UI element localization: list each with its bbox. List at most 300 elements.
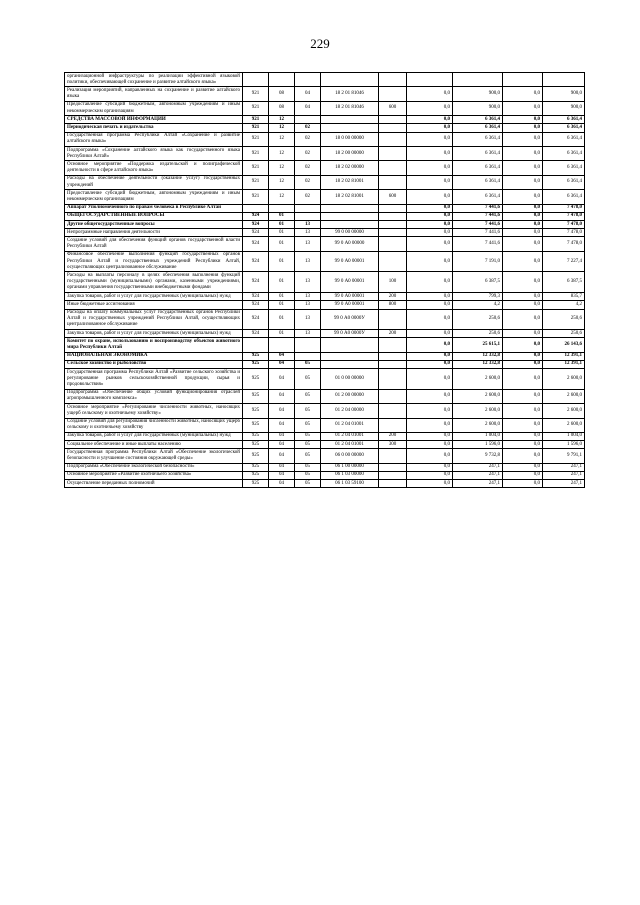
section-code-cell: 04 xyxy=(269,463,295,471)
row-name-cell: Подпрограмма «Сохранение алтайского языка как государственного языка Республики Алтай» xyxy=(65,147,243,161)
amount-2-cell: 2 600,0 xyxy=(453,418,503,432)
amount-1-cell: 0,0 xyxy=(407,272,453,293)
admin-code-cell: 925 xyxy=(243,480,269,488)
row-name-cell: НАЦИОНАЛЬНАЯ ЭКОНОМИКА xyxy=(65,352,243,360)
amount-4-cell: 7 478,0 xyxy=(543,212,585,220)
admin-code-cell: 921 xyxy=(243,87,269,101)
expense-type-cell xyxy=(379,480,407,488)
row-name-cell: Иные бюджетные ассигнования xyxy=(65,301,243,309)
amount-1-cell: 0,0 xyxy=(407,330,453,338)
expense-type-cell: 600 xyxy=(379,190,407,204)
section-code-cell: 08 xyxy=(269,101,295,115)
subsection-code-cell: 05 xyxy=(295,432,321,440)
amount-2-cell xyxy=(453,73,503,87)
amount-1-cell: 0,0 xyxy=(407,124,453,132)
table-row xyxy=(65,471,585,479)
target-article-cell xyxy=(321,73,379,87)
row-name-cell: Другие общегосударственные вопросы xyxy=(65,221,243,229)
expense-type-cell xyxy=(379,161,407,175)
expense-type-cell xyxy=(379,449,407,463)
amount-1-cell: 0,0 xyxy=(407,204,453,212)
section-code-cell: 04 xyxy=(269,432,295,440)
amount-3-cell: 0,0 xyxy=(503,352,543,360)
amount-1-cell: 0,0 xyxy=(407,116,453,124)
section-code-cell: 04 xyxy=(269,404,295,418)
subsection-code-cell xyxy=(295,204,321,212)
amount-4-cell: 6 361,4 xyxy=(543,132,585,146)
section-code-cell: 08 xyxy=(269,87,295,101)
table-row xyxy=(65,338,585,352)
amount-1-cell: 0,0 xyxy=(407,251,453,272)
target-article-cell: 18 2 02 81001 xyxy=(321,190,379,204)
admin-code-cell: 924 xyxy=(243,237,269,251)
section-code-cell: 01 xyxy=(269,221,295,229)
section-code-cell: 12 xyxy=(269,132,295,146)
target-article-cell: 01 0 00 00000 xyxy=(321,369,379,390)
subsection-code-cell: 13 xyxy=(295,251,321,272)
page-number: 229 xyxy=(310,36,330,51)
table-row xyxy=(65,132,585,146)
expense-type-cell xyxy=(379,352,407,360)
table-row xyxy=(65,272,585,293)
amount-4-cell: 6 361,4 xyxy=(543,147,585,161)
section-code-cell: 12 xyxy=(269,190,295,204)
target-article-cell: 18 2 00 00000 xyxy=(321,147,379,161)
table-row xyxy=(65,204,585,212)
expense-type-cell xyxy=(379,418,407,432)
amount-1-cell: 0,0 xyxy=(407,404,453,418)
row-name-cell: Основное мероприятие «Развитие охотничьего хозяйства» xyxy=(65,471,243,479)
target-article-cell xyxy=(321,116,379,124)
table-row xyxy=(65,309,585,330)
amount-2-cell: 9 732,8 xyxy=(453,449,503,463)
amount-1-cell: 0,0 xyxy=(407,471,453,479)
amount-1-cell: 0,0 xyxy=(407,338,453,352)
amount-4-cell: 7 227,4 xyxy=(543,251,585,272)
amount-2-cell: 2 600,0 xyxy=(453,404,503,418)
table-row xyxy=(65,221,585,229)
table-row xyxy=(65,87,585,101)
admin-code-cell: 921 xyxy=(243,175,269,189)
amount-3-cell: 0,0 xyxy=(503,161,543,175)
admin-code-cell: 924 xyxy=(243,309,269,330)
amount-4-cell: 1 004,0 xyxy=(543,432,585,440)
amount-2-cell: 1 004,0 xyxy=(453,432,503,440)
amount-3-cell: 0,0 xyxy=(503,309,543,330)
amount-3-cell: 0,0 xyxy=(503,338,543,352)
amount-2-cell: 7 441,6 xyxy=(453,221,503,229)
expense-type-cell xyxy=(379,463,407,471)
row-name-cell: Расходы на обеспечение деятельности (оказание услуг) государственных учреждений xyxy=(65,175,243,189)
section-code-cell: 04 xyxy=(269,352,295,360)
admin-code-cell: 924 xyxy=(243,301,269,309)
amount-4-cell: 900,0 xyxy=(543,87,585,101)
amount-4-cell: 6 387,5 xyxy=(543,272,585,293)
amount-1-cell: 0,0 xyxy=(407,360,453,368)
subsection-code-cell: 02 xyxy=(295,161,321,175)
admin-code-cell: 925 xyxy=(243,360,269,368)
row-name-cell: СРЕДСТВА МАССОВОЙ ИНФОРМАЦИИ xyxy=(65,116,243,124)
admin-code-cell: 925 xyxy=(243,404,269,418)
table-row xyxy=(65,432,585,440)
admin-code-cell xyxy=(243,204,269,212)
amount-1-cell: 0,0 xyxy=(407,132,453,146)
target-article-cell: 06 1 03 00000 xyxy=(321,471,379,479)
target-article-cell xyxy=(321,360,379,368)
amount-4-cell xyxy=(543,73,585,87)
amount-4-cell: 2 600,0 xyxy=(543,418,585,432)
table-row xyxy=(65,212,585,220)
expense-type-cell xyxy=(379,338,407,352)
amount-3-cell: 0,0 xyxy=(503,293,543,301)
table-row xyxy=(65,463,585,471)
expense-type-cell xyxy=(379,360,407,368)
budget-table xyxy=(64,72,585,488)
amount-3-cell: 0,0 xyxy=(503,463,543,471)
expense-type-cell xyxy=(379,73,407,87)
expense-type-cell: 800 xyxy=(379,301,407,309)
expense-type-cell xyxy=(379,87,407,101)
row-name-cell: Аппарат Уполномоченного по правам человека в Республике Алтай xyxy=(65,204,243,212)
admin-code-cell: 924 xyxy=(243,330,269,338)
target-article-cell: 01 2 04 01001 xyxy=(321,418,379,432)
subsection-code-cell: 05 xyxy=(295,449,321,463)
admin-code-cell xyxy=(243,73,269,87)
section-code-cell: 04 xyxy=(269,389,295,403)
row-name-cell: Комитет по охране, использованию и воспроизводству объектов животного мира Республики Алтай xyxy=(65,338,243,352)
amount-4-cell: 7 478,0 xyxy=(543,229,585,237)
amount-3-cell: 0,0 xyxy=(503,272,543,293)
amount-4-cell: 900,0 xyxy=(543,101,585,115)
row-name-cell: Создание условий для регулирования численности животных, наносящих ущерб сельскому и охотничьему хозяйству xyxy=(65,418,243,432)
amount-4-cell: 247,1 xyxy=(543,463,585,471)
amount-2-cell: 7 441,6 xyxy=(453,229,503,237)
amount-1-cell: 0,0 xyxy=(407,293,453,301)
section-code-cell: 12 xyxy=(269,124,295,132)
amount-2-cell: 12 332,8 xyxy=(453,352,503,360)
amount-3-cell: 0,0 xyxy=(503,301,543,309)
admin-code-cell: 921 xyxy=(243,132,269,146)
admin-code-cell: 924 xyxy=(243,272,269,293)
section-code-cell: 01 xyxy=(269,229,295,237)
expense-type-cell xyxy=(379,204,407,212)
amount-2-cell: 1 596,0 xyxy=(453,441,503,449)
amount-3-cell: 0,0 xyxy=(503,369,543,390)
amount-3-cell: 0,0 xyxy=(503,132,543,146)
expense-type-cell xyxy=(379,389,407,403)
amount-4-cell: 2 600,0 xyxy=(543,369,585,390)
subsection-code-cell: 13 xyxy=(295,237,321,251)
amount-1-cell: 0,0 xyxy=(407,147,453,161)
section-code-cell: 01 xyxy=(269,272,295,293)
target-article-cell xyxy=(321,221,379,229)
amount-4-cell: 4,2 xyxy=(543,301,585,309)
amount-1-cell: 0,0 xyxy=(407,352,453,360)
section-code-cell: 01 xyxy=(269,237,295,251)
amount-1-cell: 0,0 xyxy=(407,301,453,309)
target-article-cell: 18 0 00 00000 xyxy=(321,132,379,146)
amount-3-cell: 0,0 xyxy=(503,471,543,479)
amount-1-cell: 0,0 xyxy=(407,237,453,251)
amount-4-cell: 835,7 xyxy=(543,293,585,301)
amount-2-cell: 799,3 xyxy=(453,293,503,301)
amount-4-cell: 6 361,4 xyxy=(543,175,585,189)
row-name-cell: Закупка товаров, работ и услуг для государственных (муниципальных) нужд xyxy=(65,432,243,440)
amount-4-cell: 6 361,4 xyxy=(543,124,585,132)
subsection-code-cell: 05 xyxy=(295,404,321,418)
subsection-code-cell xyxy=(295,352,321,360)
amount-4-cell: 6 361,4 xyxy=(543,190,585,204)
section-code-cell: 01 xyxy=(269,212,295,220)
row-name-cell: Расходы на выплаты персоналу в целях обеспечения выполнения функций государственными (муниципальными) органами, казенными учреждениями, органами управления государственными внебюджетными фондами xyxy=(65,272,243,293)
subsection-code-cell xyxy=(295,73,321,87)
amount-4-cell: 250,6 xyxy=(543,309,585,330)
amount-4-cell: 2 600,0 xyxy=(543,389,585,403)
amount-2-cell: 4,2 xyxy=(453,301,503,309)
table-body xyxy=(65,73,585,488)
amount-4-cell: 250,6 xyxy=(543,330,585,338)
amount-4-cell: 6 361,4 xyxy=(543,116,585,124)
target-article-cell: 99 0 А0 0000У xyxy=(321,330,379,338)
amount-3-cell: 0,0 xyxy=(503,237,543,251)
amount-3-cell: 0,0 xyxy=(503,124,543,132)
amount-4-cell: 12 391,1 xyxy=(543,360,585,368)
amount-4-cell: 2 600,0 xyxy=(543,404,585,418)
amount-4-cell: 12 391,1 xyxy=(543,352,585,360)
table-row xyxy=(65,301,585,309)
target-article-cell: 01 2 04 00000 xyxy=(321,404,379,418)
expense-type-cell: 200 xyxy=(379,330,407,338)
amount-3-cell xyxy=(503,73,543,87)
section-code-cell: 04 xyxy=(269,360,295,368)
subsection-code-cell: 05 xyxy=(295,360,321,368)
admin-code-cell: 924 xyxy=(243,251,269,272)
amount-1-cell: 0,0 xyxy=(407,463,453,471)
amount-4-cell: 9 791,1 xyxy=(543,449,585,463)
expense-type-cell xyxy=(379,237,407,251)
amount-3-cell: 0,0 xyxy=(503,101,543,115)
row-name-cell: Государственная программа Республики Алтай «Развитие сельского хозяйства и регулирование рынков сельскохозяйственной продукции, сырья и продовольствия» xyxy=(65,369,243,390)
row-name-cell: Предоставление субсидий бюджетным, автономным учреждениям и иным некоммерческим организациям xyxy=(65,101,243,115)
subsection-code-cell: 02 xyxy=(295,132,321,146)
table-row xyxy=(65,480,585,488)
expense-type-cell: 600 xyxy=(379,101,407,115)
amount-1-cell: 0,0 xyxy=(407,309,453,330)
section-code-cell: 01 xyxy=(269,301,295,309)
row-name-cell: Подпрограмма «Обеспечение экологической безопасности» xyxy=(65,463,243,471)
amount-2-cell: 6 361,4 xyxy=(453,147,503,161)
section-code-cell: 01 xyxy=(269,251,295,272)
amount-3-cell: 0,0 xyxy=(503,360,543,368)
subsection-code-cell: 13 xyxy=(295,309,321,330)
subsection-code-cell: 13 xyxy=(295,330,321,338)
target-article-cell: 18 2 01 81046 xyxy=(321,101,379,115)
target-article-cell: 99 0 00 00000 xyxy=(321,229,379,237)
target-article-cell: 18 2 01 81046 xyxy=(321,87,379,101)
target-article-cell xyxy=(321,352,379,360)
amount-2-cell: 247,1 xyxy=(453,480,503,488)
section-code-cell: 12 xyxy=(269,175,295,189)
section-code-cell: 12 xyxy=(269,147,295,161)
amount-3-cell: 0,0 xyxy=(503,404,543,418)
subsection-code-cell: 04 xyxy=(295,87,321,101)
target-article-cell: 06 1 03 59100 xyxy=(321,480,379,488)
admin-code-cell xyxy=(243,338,269,352)
section-code-cell: 04 xyxy=(269,441,295,449)
admin-code-cell: 925 xyxy=(243,369,269,390)
row-name-cell: Закупка товаров, работ и услуг для государственных (муниципальных) нужд xyxy=(65,293,243,301)
amount-1-cell: 0,0 xyxy=(407,175,453,189)
expense-type-cell xyxy=(379,221,407,229)
target-article-cell xyxy=(321,338,379,352)
subsection-code-cell xyxy=(295,212,321,220)
subsection-code-cell xyxy=(295,116,321,124)
amount-2-cell: 250,6 xyxy=(453,309,503,330)
row-name-cell: Непрограммные направления деятельности xyxy=(65,229,243,237)
table-row xyxy=(65,352,585,360)
amount-3-cell: 0,0 xyxy=(503,87,543,101)
amount-1-cell: 0,0 xyxy=(407,418,453,432)
subsection-code-cell: 05 xyxy=(295,480,321,488)
expense-type-cell xyxy=(379,251,407,272)
amount-1-cell: 0,0 xyxy=(407,221,453,229)
expense-type-cell xyxy=(379,124,407,132)
amount-2-cell: 2 600,0 xyxy=(453,369,503,390)
amount-1-cell: 0,0 xyxy=(407,190,453,204)
amount-3-cell: 0,0 xyxy=(503,251,543,272)
row-name-cell: Предоставление субсидий бюджетным, автономным учреждениям и иным некоммерческим организациям xyxy=(65,190,243,204)
amount-4-cell: 1 596,0 xyxy=(543,441,585,449)
amount-2-cell: 7 441,6 xyxy=(453,237,503,251)
subsection-code-cell: 02 xyxy=(295,147,321,161)
admin-code-cell: 925 xyxy=(243,418,269,432)
target-article-cell: 99 0 А0 00001 xyxy=(321,301,379,309)
amount-1-cell: 0,0 xyxy=(407,212,453,220)
amount-2-cell: 900,0 xyxy=(453,87,503,101)
section-code-cell: 01 xyxy=(269,330,295,338)
subsection-code-cell: 05 xyxy=(295,463,321,471)
amount-2-cell: 6 361,4 xyxy=(453,124,503,132)
section-code-cell: 12 xyxy=(269,116,295,124)
amount-1-cell: 0,0 xyxy=(407,389,453,403)
expense-type-cell xyxy=(379,132,407,146)
row-name-cell: ОБЩЕГОСУДАРСТВЕННЫЕ ВОПРОСЫ xyxy=(65,212,243,220)
amount-4-cell: 247,1 xyxy=(543,471,585,479)
table-row xyxy=(65,237,585,251)
amount-3-cell: 0,0 xyxy=(503,175,543,189)
amount-1-cell: 0,0 xyxy=(407,229,453,237)
admin-code-cell: 924 xyxy=(243,293,269,301)
table-row xyxy=(65,389,585,403)
row-name-cell: Государственная программа Республики Алтай «Обеспечение экологической безопасности и улучшение состояния окружающей среды» xyxy=(65,449,243,463)
expense-type-cell xyxy=(379,309,407,330)
amount-2-cell: 6 361,4 xyxy=(453,161,503,175)
section-code-cell: 12 xyxy=(269,161,295,175)
admin-code-cell: 925 xyxy=(243,389,269,403)
target-article-cell: 06 1 00 00000 xyxy=(321,463,379,471)
target-article-cell xyxy=(321,204,379,212)
section-code-cell: 01 xyxy=(269,309,295,330)
target-article-cell: 99 0 А0 00001 xyxy=(321,272,379,293)
amount-3-cell: 0,0 xyxy=(503,212,543,220)
amount-3-cell: 0,0 xyxy=(503,418,543,432)
amount-4-cell: 7 478,0 xyxy=(543,221,585,229)
target-article-cell: 99 0 А0 00001 xyxy=(321,251,379,272)
amount-1-cell: 0,0 xyxy=(407,432,453,440)
table-row xyxy=(65,330,585,338)
admin-code-cell: 925 xyxy=(243,352,269,360)
amount-3-cell: 0,0 xyxy=(503,204,543,212)
row-name-cell: организационной инфраструктуры по реализации эффективной языковой политики, обеспечивающей сохранение и развитие алтайского языка» xyxy=(65,73,243,87)
section-code-cell: 04 xyxy=(269,369,295,390)
admin-code-cell: 921 xyxy=(243,161,269,175)
subsection-code-cell: 13 xyxy=(295,301,321,309)
table-row xyxy=(65,229,585,237)
admin-code-cell: 924 xyxy=(243,229,269,237)
section-code-cell: 04 xyxy=(269,480,295,488)
row-name-cell: Сельское хозяйство и рыболовство xyxy=(65,360,243,368)
section-code-cell: 04 xyxy=(269,449,295,463)
section-code-cell xyxy=(269,73,295,87)
subsection-code-cell: 02 xyxy=(295,190,321,204)
expense-type-cell xyxy=(379,471,407,479)
amount-2-cell: 900,0 xyxy=(453,101,503,115)
amount-2-cell: 6 361,4 xyxy=(453,116,503,124)
table-row xyxy=(65,418,585,432)
amount-3-cell: 0,0 xyxy=(503,449,543,463)
amount-1-cell xyxy=(407,73,453,87)
expense-type-cell: 300 xyxy=(379,441,407,449)
subsection-code-cell: 02 xyxy=(295,124,321,132)
table-row xyxy=(65,449,585,463)
amount-2-cell: 247,1 xyxy=(453,463,503,471)
amount-3-cell: 0,0 xyxy=(503,441,543,449)
expense-type-cell xyxy=(379,229,407,237)
subsection-code-cell: 13 xyxy=(295,221,321,229)
section-code-cell: 04 xyxy=(269,418,295,432)
admin-code-cell: 925 xyxy=(243,449,269,463)
section-code-cell xyxy=(269,204,295,212)
amount-2-cell: 7 441,6 xyxy=(453,212,503,220)
amount-1-cell: 0,0 xyxy=(407,161,453,175)
admin-code-cell: 921 xyxy=(243,190,269,204)
amount-3-cell: 0,0 xyxy=(503,432,543,440)
expense-type-cell xyxy=(379,147,407,161)
expense-type-cell xyxy=(379,116,407,124)
amount-3-cell: 0,0 xyxy=(503,229,543,237)
table-row xyxy=(65,360,585,368)
target-article-cell: 99 0 А0 00000 xyxy=(321,237,379,251)
expense-type-cell xyxy=(379,212,407,220)
subsection-code-cell: 05 xyxy=(295,471,321,479)
section-code-cell: 04 xyxy=(269,471,295,479)
row-name-cell: Создание условий для обеспечения функций органов государственной власти Республики Алтай xyxy=(65,237,243,251)
admin-code-cell: 925 xyxy=(243,471,269,479)
table-row xyxy=(65,190,585,204)
amount-2-cell: 250,6 xyxy=(453,330,503,338)
row-name-cell: Расходы на оплату коммунальных услуг государственных органов Республики Алтай и государственных учреждений Республики Алтай, осуществляющих централизованное обслуживание xyxy=(65,309,243,330)
amount-1-cell: 0,0 xyxy=(407,101,453,115)
amount-2-cell: 6 361,4 xyxy=(453,175,503,189)
subsection-code-cell xyxy=(295,338,321,352)
row-name-cell: Реализация мероприятий, направленных на сохранение и развитие алтайского языка xyxy=(65,87,243,101)
table-row xyxy=(65,147,585,161)
amount-1-cell: 0,0 xyxy=(407,441,453,449)
amount-3-cell: 0,0 xyxy=(503,330,543,338)
amount-2-cell: 25 615,1 xyxy=(453,338,503,352)
subsection-code-cell: 13 xyxy=(295,272,321,293)
row-name-cell: Подпрограмма «Обеспечение общих условий функционирования отраслей агропромышленного комплекса» xyxy=(65,389,243,403)
